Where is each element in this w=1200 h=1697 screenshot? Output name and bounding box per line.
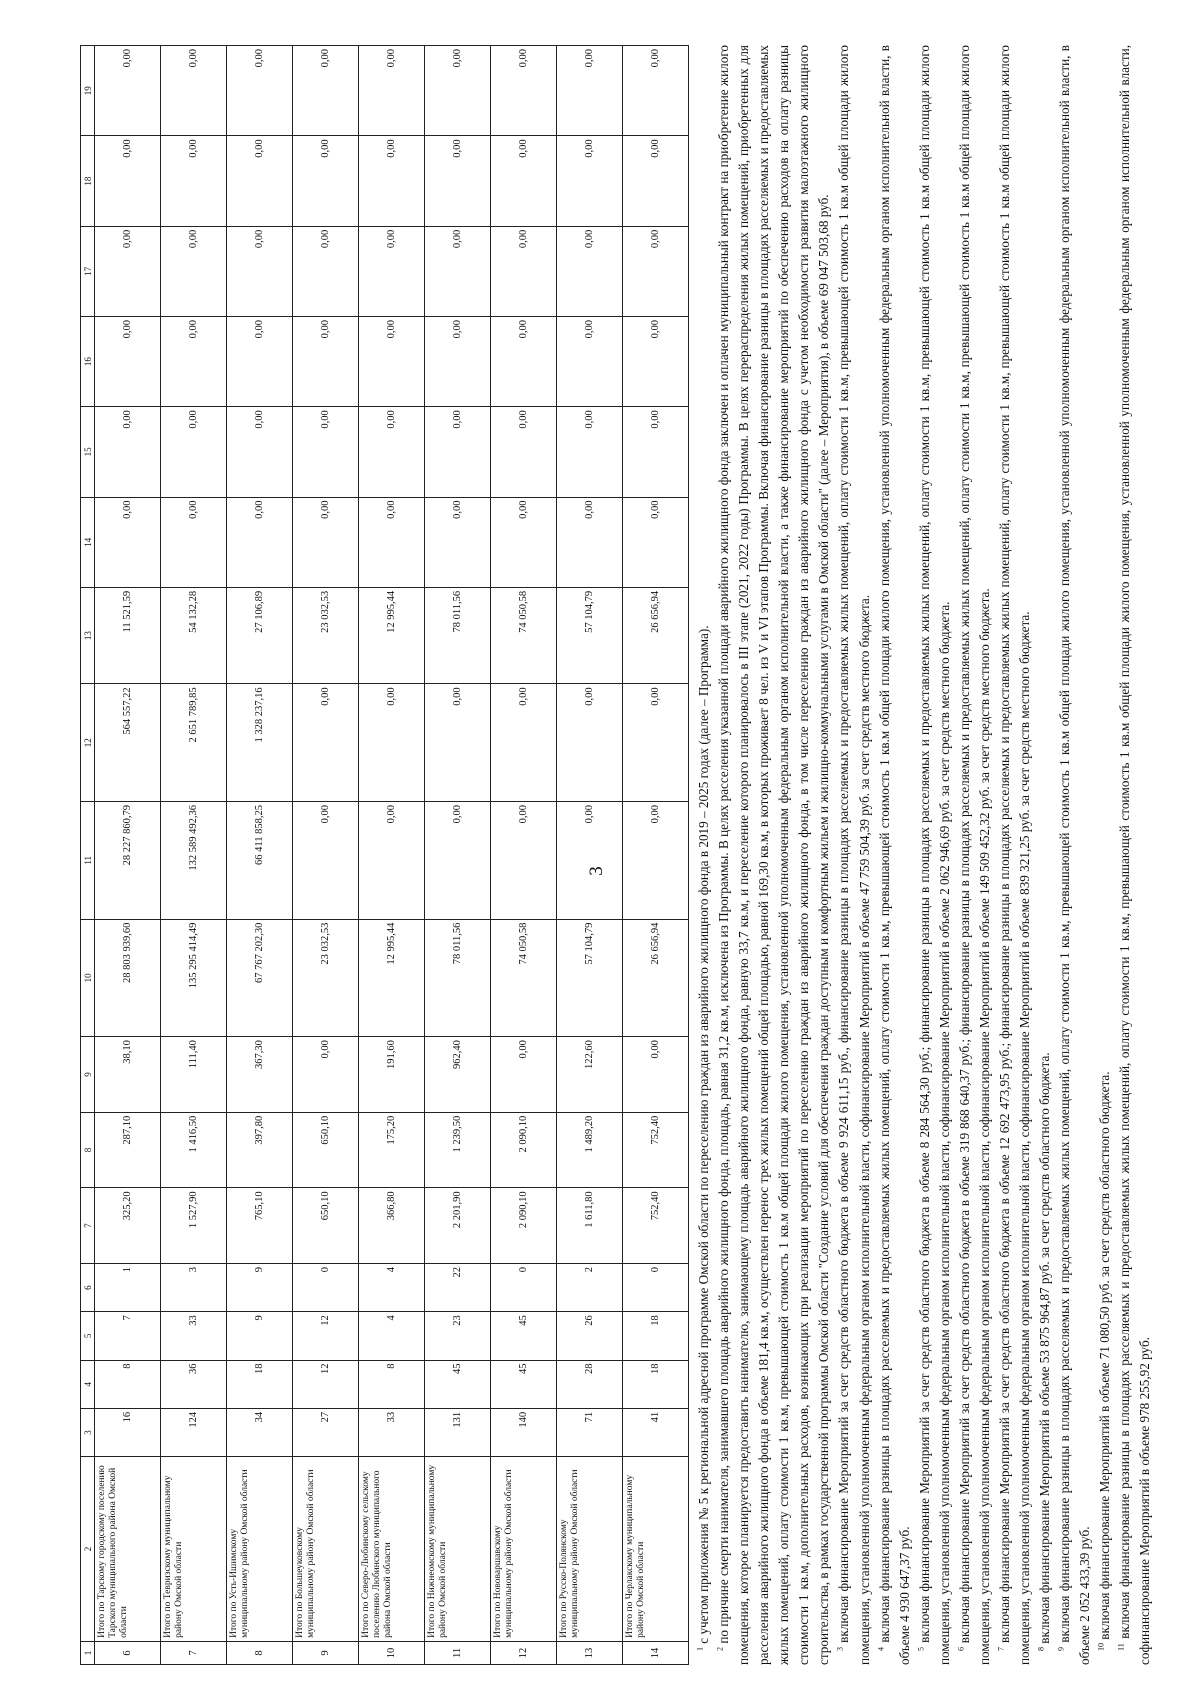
value-cell: 0,00	[623, 407, 689, 497]
value-cell: 54 132,28	[161, 587, 227, 684]
footnote	[995, 45, 1035, 1665]
value-cell: 2 090,10	[491, 1112, 557, 1188]
footnote-text: включая финансирование Мероприятий за счет средств областного бюджета в объеме 12 692 473,95 руб.; финансирование разницы в площадях расселяемых и предоставляемых жилых помещений, оплату стоимости 1 кв.м, превышающей стоимость 1 кв.м общей площади жилого помещения, установленной уполномоченным федеральным органом исполнительной власти, софинансирование Мероприятий в объеме 839 321,25 руб. за счет средств местного бюджета.	[996, 44, 1032, 1665]
row-index-cell: 9	[293, 1641, 359, 1664]
value-cell: 57 104,79	[557, 919, 623, 1037]
value-cell: 175,20	[359, 1112, 425, 1188]
value-cell: 0,00	[425, 802, 491, 920]
value-cell: 0,00	[293, 1037, 359, 1113]
territory-name-cell: Итого по Тарскому городскому поселению Тарского муниципального района Омской области	[95, 1457, 161, 1642]
footnote	[1055, 45, 1095, 1665]
value-cell: 26 656,94	[623, 919, 689, 1037]
value-cell: 11 521,59	[95, 587, 161, 684]
row-index-cell: 8	[227, 1641, 293, 1664]
value-cell: 752,40	[623, 1188, 689, 1264]
value-cell: 0,00	[95, 407, 161, 497]
territory-name-cell: Итого по Большеуковскому муниципальному району Омской области	[293, 1457, 359, 1642]
value-cell: 0,00	[425, 46, 491, 136]
value-cell: 0,00	[623, 46, 689, 136]
value-cell: 0,00	[227, 226, 293, 316]
value-cell: 18	[623, 1360, 689, 1408]
value-cell: 23 032,53	[293, 919, 359, 1037]
value-cell: 0,00	[161, 136, 227, 226]
value-cell: 0,00	[425, 316, 491, 406]
value-cell: 0,00	[293, 136, 359, 226]
value-cell: 27	[293, 1408, 359, 1456]
value-cell: 0,00	[557, 802, 623, 920]
footnote-text: включая финансирование Мероприятий в объеме 53 875 964,87 руб. за счет средств областного бюджета.	[1037, 1052, 1053, 1644]
table-row	[95, 46, 161, 1665]
value-cell: 0,00	[293, 46, 359, 136]
rotated-page-content	[80, 45, 1160, 1665]
value-cell: 1 239,50	[425, 1112, 491, 1188]
footnote-text: по причине смерти нанимателя, занимавшего площадь аварийного жилищного фонда, площадь, равная 31,2 кв.м, исключена из Программы. В целях расселения указанной площади аварийного жилищного фонда заключен и оплачен муниципальный контракт на приобретение жилого помещения, которое планируется предоставить нанимателю, занимающему площадь аварийного жилищного фонда, равную 33,7 кв.м, и переселение которого планировалось в III этапе (2021, 2022 годы) Программы. В целях перераспределения жилых помещений, приобретенных для расселения аварийного жилищного фонда в объеме 181,4 кв.м, осуществлен перенос трех жилых помещений общей площадью, равной 169,30 кв.м, в которых проживает 8 чел. из V и VI этапов Программы. Включая финансирование разницы в площадях расселяемых и предоставляемых жилых помещений, оплату стоимости 1 кв.м, превышающей стоимость 1 кв.м общей площади жилого помещения, установленной уполномоченным федеральным органом исполнительной власти, а также финансирование мероприятий по обеспечению расходов на оплату разницы стоимости 1 кв.м, дополнительных расходов, возникающих при реализации мероприятий по переселению граждан из аварийного жилищного фонда, в том числе переселению граждан из аварийного жилищного фонда с учетом необходимости развития малоэтажного жилищного строительства, в рамках государственной программы Омской области "Создание условий для обеспечения граждан доступным и комфортным жильем и жилищно-коммунальными услугами в Омской области" (далее – Мероприятия), в объеме 69 047 503,68 руб.	[716, 44, 832, 1665]
value-cell: 962,40	[425, 1037, 491, 1113]
value-cell: 0,00	[623, 226, 689, 316]
value-cell: 0,00	[557, 136, 623, 226]
value-cell: 131	[425, 1408, 491, 1456]
column-number-row	[81, 46, 95, 1665]
value-cell: 22	[425, 1263, 491, 1311]
column-number-16: 16	[81, 316, 95, 406]
column-number-11: 11	[81, 802, 95, 920]
value-cell: 325,20	[95, 1188, 161, 1264]
value-cell: 0,00	[491, 684, 557, 802]
value-cell: 122,60	[557, 1037, 623, 1113]
value-cell: 0,00	[623, 802, 689, 920]
value-cell: 0,00	[557, 226, 623, 316]
table-row	[557, 46, 623, 1665]
footnote-text: включая финансирование разницы в площадях расселяемых и предоставляемых жилых помещений, оплату стоимости 1 кв.м, превышающей стоимость 1 кв.м общей площади жилого помещения, установленной уполномоченным федеральным органом исполнительной власти, в объеме 2 052 433,39 руб.	[1057, 45, 1093, 1665]
value-cell: 0,00	[359, 136, 425, 226]
value-cell: 0,00	[557, 407, 623, 497]
value-cell: 9	[227, 1263, 293, 1311]
row-index-cell: 14	[623, 1641, 689, 1664]
value-cell: 0,00	[425, 407, 491, 497]
row-index-cell: 6	[95, 1641, 161, 1664]
value-cell: 78 011,56	[425, 587, 491, 684]
row-index-cell: 11	[425, 1641, 491, 1664]
column-number-1: 1	[81, 1641, 95, 1664]
value-cell: 0,00	[491, 497, 557, 587]
value-cell: 2	[557, 1263, 623, 1311]
value-cell: 26	[557, 1312, 623, 1360]
value-cell: 0,00	[491, 407, 557, 497]
value-cell: 0,00	[557, 684, 623, 802]
value-cell: 0,00	[425, 684, 491, 802]
column-number-13: 13	[81, 587, 95, 684]
column-number-9: 9	[81, 1037, 95, 1113]
value-cell: 28 227 860,79	[95, 802, 161, 920]
table-row	[491, 46, 557, 1665]
value-cell: 34	[227, 1408, 293, 1456]
value-cell: 41	[623, 1408, 689, 1456]
value-cell: 0,00	[161, 226, 227, 316]
relocation-table	[80, 45, 689, 1665]
footnote-text: включая финансирование Мероприятий за счет средств областного бюджета в объеме 319 868 640,37 руб.; финансирование разницы в площадях расселяемых и предоставляемых жилых помещений, оплату стоимости 1 кв.м, превышающей стоимость 1 кв.м общей площади жилого помещения, установленной уполномоченным федеральным органом исполнительной власти, софинансирование Мероприятий в объеме 149 509 452,32 руб. за счет средств местного бюджета.	[956, 44, 992, 1665]
territory-name-cell: Итого по Северо-Любинскому сельскому поселению Любинского муниципального района Омской области	[359, 1457, 425, 1642]
value-cell: 191,60	[359, 1037, 425, 1113]
value-cell: 650,10	[293, 1112, 359, 1188]
value-cell: 0,00	[95, 46, 161, 136]
value-cell: 0,00	[293, 316, 359, 406]
value-cell: 26 656,94	[623, 587, 689, 684]
footnote-mark: 11	[1116, 1643, 1126, 1651]
table-row	[359, 46, 425, 1665]
column-number-7: 7	[81, 1188, 95, 1264]
value-cell: 0,00	[623, 497, 689, 587]
value-cell: 18	[227, 1360, 293, 1408]
value-cell: 0,00	[95, 136, 161, 226]
footnote-mark: 1	[695, 1647, 705, 1651]
value-cell: 0,00	[623, 136, 689, 226]
column-number-17: 17	[81, 226, 95, 316]
column-number-2: 2	[81, 1457, 95, 1642]
value-cell: 28 803 939,60	[95, 919, 161, 1037]
value-cell: 23	[425, 1312, 491, 1360]
value-cell: 33	[359, 1408, 425, 1456]
table-row	[623, 46, 689, 1665]
value-cell: 2 201,90	[425, 1188, 491, 1264]
value-cell: 0,00	[227, 316, 293, 406]
footnote-mark: 9	[1056, 1647, 1066, 1651]
value-cell: 0,00	[557, 497, 623, 587]
territory-name-cell: Итого по Черлакскому муниципальному району Омской области	[623, 1457, 689, 1642]
row-index-cell: 12	[491, 1641, 557, 1664]
value-cell: 7	[95, 1312, 161, 1360]
footnote	[1095, 45, 1115, 1665]
value-cell: 0,00	[293, 226, 359, 316]
value-cell: 0,00	[491, 802, 557, 920]
value-cell: 12	[293, 1360, 359, 1408]
value-cell: 0,00	[161, 407, 227, 497]
value-cell: 78 011,56	[425, 919, 491, 1037]
value-cell: 765,10	[227, 1188, 293, 1264]
value-cell: 45	[491, 1360, 557, 1408]
column-number-3: 3	[81, 1408, 95, 1456]
value-cell: 287,10	[95, 1112, 161, 1188]
value-cell: 0,00	[293, 684, 359, 802]
footnote-mark: 5	[916, 1647, 926, 1651]
value-cell: 0,00	[425, 497, 491, 587]
value-cell: 3	[161, 1263, 227, 1311]
table-row	[425, 46, 491, 1665]
value-cell: 0,00	[95, 226, 161, 316]
value-cell: 0,00	[359, 226, 425, 316]
footnote	[834, 45, 874, 1665]
value-cell: 12 995,44	[359, 587, 425, 684]
territory-name-cell: Итого по Русско-Полянскому муниципальному району Омской области	[557, 1457, 623, 1642]
value-cell: 0	[293, 1263, 359, 1311]
column-number-4: 4	[81, 1360, 95, 1408]
value-cell: 366,80	[359, 1188, 425, 1264]
value-cell: 132 589 492,36	[161, 802, 227, 920]
value-cell: 0,00	[623, 316, 689, 406]
column-number-18: 18	[81, 136, 95, 226]
table-row	[227, 46, 293, 1665]
value-cell: 0,00	[359, 684, 425, 802]
footnote	[714, 45, 834, 1665]
value-cell: 1 328 237,16	[227, 684, 293, 802]
column-number-15: 15	[81, 407, 95, 497]
value-cell: 0,00	[293, 802, 359, 920]
column-number-12: 12	[81, 684, 95, 802]
value-cell: 12	[293, 1312, 359, 1360]
value-cell: 650,10	[293, 1188, 359, 1264]
value-cell: 18	[623, 1312, 689, 1360]
value-cell: 0,00	[491, 226, 557, 316]
value-cell: 0,00	[491, 316, 557, 406]
value-cell: 0	[623, 1263, 689, 1311]
footnote	[1035, 45, 1055, 1665]
row-index-cell: 13	[557, 1641, 623, 1664]
value-cell: 0,00	[161, 46, 227, 136]
footnote	[955, 45, 995, 1665]
value-cell: 33	[161, 1312, 227, 1360]
footnote-mark: 7	[996, 1647, 1006, 1651]
value-cell: 0	[491, 1263, 557, 1311]
value-cell: 1 489,20	[557, 1112, 623, 1188]
value-cell: 0,00	[425, 136, 491, 226]
value-cell: 140	[491, 1408, 557, 1456]
value-cell: 0,00	[491, 46, 557, 136]
value-cell: 0,00	[359, 497, 425, 587]
value-cell: 0,00	[359, 46, 425, 136]
value-cell: 4	[359, 1263, 425, 1311]
value-cell: 0,00	[623, 1037, 689, 1113]
footnote-text: включая финансирование разницы в площадях расселяемых и предоставляемых жилых помещений, оплату стоимости 1 кв.м, превышающей стоимость 1 кв.м общей площади жилого помещения, установленной уполномоченным федеральным органом исполнительной власти, софинансирование Мероприятий в объеме 978 255,92 руб.	[1117, 44, 1153, 1665]
footnote-mark: 10	[1096, 1643, 1106, 1651]
value-cell: 16	[95, 1408, 161, 1456]
footnote	[915, 45, 955, 1665]
row-index-cell: 10	[359, 1641, 425, 1664]
value-cell: 0,00	[425, 226, 491, 316]
value-cell: 38,10	[95, 1037, 161, 1113]
value-cell: 0,00	[95, 497, 161, 587]
value-cell: 23 032,53	[293, 587, 359, 684]
value-cell: 1 416,50	[161, 1112, 227, 1188]
footnote-text: включая финансирование Мероприятий за счет средств областного бюджета в объеме 8 284 564,30 руб.; финансирование разницы в площадях расселяемых и предоставляемых жилых помещений, оплату стоимости 1 кв.м, превышающей стоимость 1 кв.м общей площади жилого помещения, установленной уполномоченным федеральным органом исполнительной власти, софинансирование Мероприятий в объеме 2 062 946,69 руб. за счет средств местного бюджета.	[916, 44, 952, 1665]
value-cell: 0,00	[95, 316, 161, 406]
footnote-text: включая финансирование разницы в площадях расселяемых и предоставляемых жилых помещений, оплату стоимости 1 кв.м, превышающей стоимость 1 кв.м общей площади жилого помещения, установленной уполномоченным федеральным органом исполнительной власти, в объеме 4 930 647,37 руб.	[876, 45, 912, 1665]
value-cell: 67 767 202,30	[227, 919, 293, 1037]
value-cell: 8	[359, 1360, 425, 1408]
value-cell: 0,00	[293, 407, 359, 497]
value-cell: 0,00	[491, 136, 557, 226]
value-cell: 0,00	[491, 1037, 557, 1113]
value-cell: 0,00	[227, 136, 293, 226]
row-index-cell: 7	[161, 1641, 227, 1664]
table-row	[293, 46, 359, 1665]
value-cell: 4	[359, 1312, 425, 1360]
value-cell: 28	[557, 1360, 623, 1408]
value-cell: 57 104,79	[557, 587, 623, 684]
value-cell: 564 557,22	[95, 684, 161, 802]
footnote-mark: 6	[956, 1647, 966, 1651]
value-cell: 397,80	[227, 1112, 293, 1188]
value-cell: 0,00	[557, 46, 623, 136]
column-number-5: 5	[81, 1312, 95, 1360]
value-cell: 27 106,89	[227, 587, 293, 684]
value-cell: 0,00	[359, 316, 425, 406]
value-cell: 0,00	[227, 407, 293, 497]
value-cell: 0,00	[161, 497, 227, 587]
column-number-14: 14	[81, 497, 95, 587]
value-cell: 0,00	[359, 407, 425, 497]
value-cell: 1 611,80	[557, 1188, 623, 1264]
value-cell: 36	[161, 1360, 227, 1408]
page-number: 3	[585, 866, 607, 876]
value-cell: 135 295 414,49	[161, 919, 227, 1037]
value-cell: 2 651 789,85	[161, 684, 227, 802]
value-cell: 1	[95, 1263, 161, 1311]
value-cell: 1 527,90	[161, 1188, 227, 1264]
table-row	[161, 46, 227, 1665]
column-number-6: 6	[81, 1263, 95, 1311]
footnote	[694, 45, 714, 1665]
column-number-8: 8	[81, 1112, 95, 1188]
value-cell: 0,00	[557, 316, 623, 406]
value-cell: 0,00	[161, 316, 227, 406]
value-cell: 45	[491, 1312, 557, 1360]
value-cell: 111,40	[161, 1037, 227, 1113]
territory-name-cell: Итого по Нововаршавскому муниципальному району Омской области	[491, 1457, 557, 1642]
footnote	[875, 45, 915, 1665]
value-cell: 66 411 858,25	[227, 802, 293, 920]
column-number-19: 19	[81, 46, 95, 136]
footnote-text: включая финансирование Мероприятий за счет средств областного бюджета в объеме 9 924 611,15 руб., финансирование разницы в площадях расселяемых и предоставляемых жилых помещений, оплату стоимости 1 кв.м, превышающей стоимость 1 кв.м общей площади жилого помещения, установленной уполномоченным федеральным органом исполнительной власти, софинансирование Мероприятий в объеме 47 759 504,39 руб. за счет средств местного бюджета.	[836, 45, 872, 1665]
column-number-10: 10	[81, 919, 95, 1037]
value-cell: 9	[227, 1312, 293, 1360]
footnote-mark: 8	[1036, 1647, 1046, 1651]
value-cell: 0,00	[227, 46, 293, 136]
footnote	[1115, 45, 1155, 1665]
value-cell: 74 050,58	[491, 587, 557, 684]
footnote-mark: 4	[876, 1647, 886, 1651]
value-cell: 74 050,58	[491, 919, 557, 1037]
value-cell: 8	[95, 1360, 161, 1408]
value-cell: 367,30	[227, 1037, 293, 1113]
territory-name-cell: Итого по Тевризскому муниципальному району Омской области	[161, 1457, 227, 1642]
value-cell: 45	[425, 1360, 491, 1408]
value-cell: 12 995,44	[359, 919, 425, 1037]
footnote-text: включая финансирование Мероприятий в объеме 71 080,50 руб. за счет средств областного бюджета.	[1097, 1071, 1113, 1640]
value-cell: 0,00	[623, 684, 689, 802]
territory-name-cell: Итого по Усть-Ишимскому муниципальному району Омской области	[227, 1457, 293, 1642]
territory-name-cell: Итого по Нижнеомскому муниципальному району Омской области	[425, 1457, 491, 1642]
footnote-mark: 3	[836, 1647, 846, 1651]
value-cell: 0,00	[227, 497, 293, 587]
value-cell: 71	[557, 1408, 623, 1456]
footnotes	[694, 45, 1155, 1665]
value-cell: 752,40	[623, 1112, 689, 1188]
value-cell: 0,00	[293, 497, 359, 587]
value-cell: 0,00	[359, 802, 425, 920]
value-cell: 2 090,10	[491, 1188, 557, 1264]
footnote-mark: 2	[715, 1647, 725, 1651]
footnote-text: с учетом приложения № 5 к региональной адресной программе Омской области по переселению граждан из аварийного жилищного фонда в 2019 – 2025 годах (далее – Программа).	[696, 625, 711, 1644]
value-cell: 124	[161, 1408, 227, 1456]
